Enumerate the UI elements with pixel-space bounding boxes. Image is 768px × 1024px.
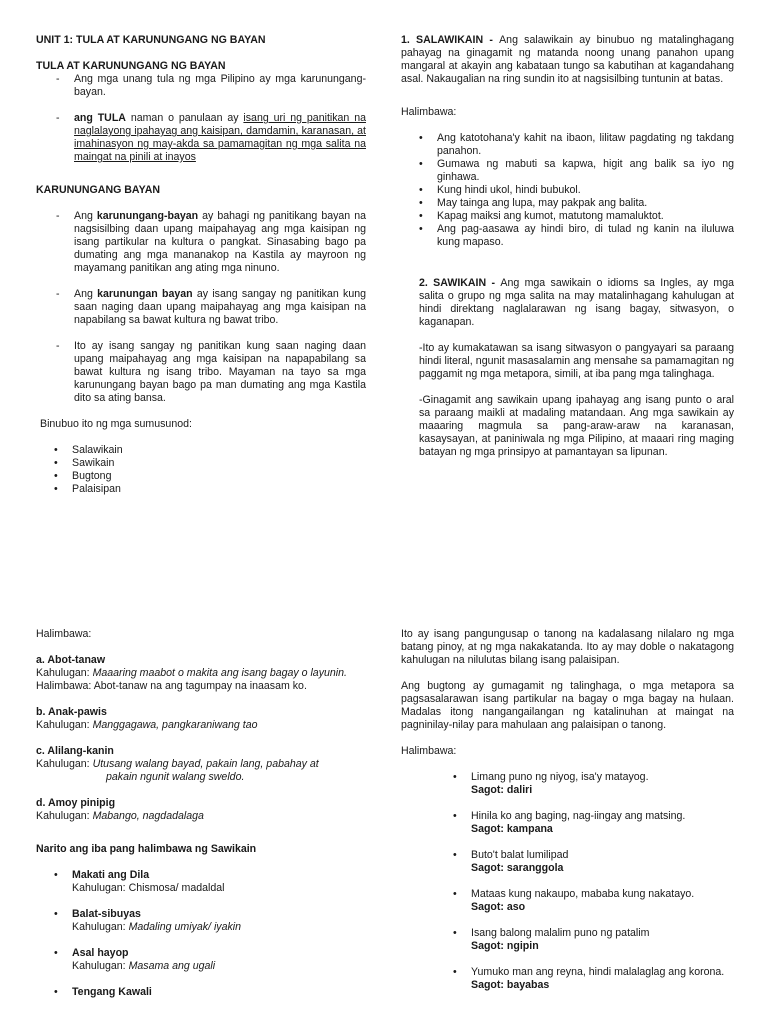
narito-heading: Narito ang iba pang halimbawa ng Sawikain bbox=[36, 843, 257, 855]
bugtong-item bbox=[401, 888, 734, 914]
salawikain-example: • Ang pag-aasawa ay hindi biro, di tulad ng kanin na iluluwa kung mapaso. bbox=[401, 223, 734, 249]
bugtong-para-2: Ang bugtong ay gumagamit ng talinghaga, o mga metapora sa pagsasalarawan isang partikular na bagay o mga bagay na hulaan. Madalas itong nangangailangan ng katalinuhan at maingat na pagninilay-nilay para mahulaan ang palaisipan o tanong. bbox=[401, 680, 734, 731]
kb2-pre: Ang bbox=[74, 288, 98, 300]
kahulugan-label: Kahulugan: bbox=[36, 758, 93, 770]
intro-item bbox=[36, 73, 366, 99]
more-sawikain-list bbox=[36, 869, 366, 999]
salawikain-example: • Gumawa ng mabuti sa kapwa, higit ang balik sa iyo ng ginhawa. bbox=[401, 158, 734, 184]
meaning-text: Mabango, nagdadalaga bbox=[92, 810, 204, 822]
riddle-question: Yumuko man ang reyna, hindi malalaglag ang korona. bbox=[471, 966, 725, 978]
riddle-question: Hinila ko ang baging, nag-iingay ang matsing. bbox=[471, 810, 686, 822]
intro-text: Ang mga unang tula ng mga Pilipino ay mga karunungang-bayan. bbox=[74, 73, 366, 98]
meaning-text: Masama ang ugali bbox=[128, 960, 216, 972]
kb-type-item: • Palaisipan bbox=[36, 483, 366, 496]
kb1-pre: Ang bbox=[74, 210, 97, 222]
more-sawikain-item bbox=[36, 908, 366, 934]
riddle-question: Buto't balat lumilipad bbox=[471, 849, 569, 861]
term: Makati ang Dila bbox=[72, 869, 150, 881]
tula-definition-item bbox=[36, 112, 366, 164]
sawikain-d-meaning bbox=[36, 810, 366, 823]
sawikain-c-meaning bbox=[36, 758, 366, 784]
meaning-text: Chismosa/ madaldal bbox=[128, 882, 225, 894]
bugtong-item bbox=[401, 771, 734, 797]
sawikain-text: Ang mga sawikain o idioms sa Ingles, ay mga salita o grupo ng mga salita na may matalinhagang kahulugan at hindi direktang naglalarawan ng isang bagay, sitwasyon, o kaganapan. bbox=[419, 277, 734, 328]
bugtong-item bbox=[401, 927, 734, 953]
kb-item-1 bbox=[36, 210, 366, 275]
salawikain-example: • Ang katotohana'y kahit na ibaon, lilitaw pagdating ng takdang panahon. bbox=[401, 132, 734, 158]
kb-types-list bbox=[36, 444, 366, 496]
kb2-text: ay isang sangay ng panitikan kung saan naging daan upang maipahayag ang mga kaisipan na napabilang sa bawat kultura ng bawat tribo. bbox=[74, 288, 366, 326]
kahulugan-label: Kahulugan: bbox=[72, 960, 129, 972]
salawikain-text: Ang salawikain ay binubuo ng matalinghagang pahayag na ginagamit ng matanda noong unang panahon upang mangaral at akayin ang kabataan tungo sa kabutihan at kagandahang asal. Nakaugalian na ring sundin ito at nagsisilbing tuntunin at batas. bbox=[401, 34, 734, 85]
sawikain-d-title: d. Amoy pinipig bbox=[36, 797, 116, 809]
bugtong-item bbox=[401, 966, 734, 992]
bugtong-para-1: Ito ay isang pangungusap o tanong na kadalasang nilalaro ng mga batang pinoy, at ng mga nakakatanda. Ito ay may doble o nakatagong kahulugan na nilulutas bilang isang palaisipan. bbox=[401, 628, 734, 666]
sawikain-paragraph bbox=[401, 277, 734, 329]
more-sawikain-item bbox=[36, 869, 366, 895]
bottom-right-column bbox=[401, 628, 734, 992]
bugtong-item bbox=[401, 849, 734, 875]
sawikain-c-title: c. Alilang-kanin bbox=[36, 745, 114, 757]
kahulugan-label: Kahulugan: bbox=[72, 921, 129, 933]
kb-list bbox=[36, 210, 366, 405]
kb-title: KARUNUNGANG BAYAN bbox=[36, 184, 160, 196]
term: Asal hayop bbox=[72, 947, 129, 959]
meaning-text: Madaling umiyak/ iyakin bbox=[128, 921, 242, 933]
kahulugan-label: Kahulugan: bbox=[36, 810, 93, 822]
sawikain-para-2: -Ito ay kumakatawan sa isang sitwasyon o pangyayari sa paraang hindi literal, ngunit masasalamin ang mensahe sa pamamagitan ng paggamit ng mga metapora, simili, at iba pang mga talinghaga. bbox=[419, 342, 734, 380]
salawikain-example: • May tainga ang lupa, may pakpak ang balita. bbox=[401, 197, 734, 210]
term: Tengang Kawali bbox=[72, 986, 152, 998]
kb2-term: karunungan bayan bbox=[97, 288, 193, 300]
kb-type-item: • Bugtong bbox=[36, 470, 366, 483]
sawikain-a-example: Halimbawa: Abot-tanaw na ang tagumpay na inaasam ko. bbox=[36, 680, 307, 692]
riddle-answer: Sagot: bayabas bbox=[471, 979, 550, 991]
kb-type-item: • Sawikain bbox=[36, 457, 366, 470]
sawikain-b-meaning bbox=[36, 719, 366, 732]
kahulugan-label: Kahulugan: bbox=[72, 882, 129, 894]
tula-term: ang TULA bbox=[74, 112, 126, 124]
binubuo-text: Binubuo ito ng mga sumusunod: bbox=[40, 418, 192, 430]
bugtong-item bbox=[401, 810, 734, 836]
bottom-left-column bbox=[36, 628, 366, 999]
halimbawa-label: Halimbawa: bbox=[401, 106, 457, 118]
kb1-term: karunungang-bayan bbox=[96, 210, 199, 222]
sawikain-title: 2. SAWIKAIN - bbox=[419, 277, 501, 289]
riddle-answer: Sagot: daliri bbox=[471, 784, 533, 796]
meaning-text: Utusang walang bayad, pakain lang, pabahay at bbox=[92, 758, 319, 770]
top-right-column bbox=[401, 34, 734, 459]
sawikain-b-title: b. Anak-pawis bbox=[36, 706, 107, 718]
salawikain-title: 1. SALAWIKAIN - bbox=[401, 34, 500, 46]
tula-pre: naman o panulaan ay bbox=[125, 112, 244, 124]
kb-type-item: • Salawikain bbox=[36, 444, 366, 457]
section-title: TULA AT KARUNUNGANG NG BAYAN bbox=[36, 60, 226, 72]
term: Balat-sibuyas bbox=[72, 908, 141, 920]
meaning-text-cont: pakain ngunit walang sweldo. bbox=[106, 771, 245, 783]
unit-title: UNIT 1: TULA AT KARUNUNGANG NG BAYAN bbox=[36, 34, 266, 46]
riddle-answer: Sagot: saranggola bbox=[471, 862, 564, 874]
meaning-text: Maaaring maabot o makita ang isang bagay o layunin. bbox=[92, 667, 347, 679]
bugtong-list bbox=[401, 771, 734, 992]
salawikain-paragraph bbox=[401, 34, 734, 86]
tula-list bbox=[36, 73, 366, 164]
salawikain-example: • Kung hindi ukol, hindi bubukol. bbox=[401, 184, 734, 197]
top-left-column bbox=[36, 34, 366, 496]
sawikain-a-meaning bbox=[36, 667, 366, 680]
riddle-answer: Sagot: ngipin bbox=[471, 940, 539, 952]
riddle-question: Isang balong malalim puno ng patalim bbox=[471, 927, 650, 939]
kb1-text: ay bahagi ng panitikang bayan na nagsisilbing daan upang maipahayag ang mga kaisipan ng isang partikular na kultura o pangkat. Sinasabing bago pa dumating ang mga mananakop na Kastila ay mayroon ng mayamang panitikan ang ating mga ninuno. bbox=[74, 210, 366, 274]
halimbawa-label: Halimbawa: bbox=[401, 745, 457, 757]
salawikain-example: • Kapag maiksi ang kumot, matutong mamaluktot. bbox=[401, 210, 734, 223]
halimbawa-label: Halimbawa: bbox=[36, 628, 92, 640]
riddle-question: Mataas kung nakaupo, mababa kung nakatayo. bbox=[471, 888, 695, 900]
riddle-answer: Sagot: aso bbox=[471, 901, 526, 913]
kb3-text: Ito ay isang sangay ng panitikan kung saan naging daan upang maipahayag ang mga kaisipan na napapabilang sa bawat kultura ng isang tribo. Mayaman na tayo sa mga karunungang bayan bago pa man dumating ang mga Kastila dito sa ating bansa. bbox=[74, 340, 366, 404]
tula-definition: isang uri ng panitikan na naglalayong ipahayag ang kaisipan, damdamin, karanasan, at imahinasyon ng may-akda sa pamamagitan ng mga salita na maingat na pinili at inayos bbox=[74, 112, 366, 163]
kb-item-3 bbox=[36, 340, 366, 405]
meaning-text: Manggagawa, pangkaraniwang tao bbox=[92, 719, 258, 731]
kahulugan-label: Kahulugan: bbox=[36, 719, 93, 731]
sawikain-para-3: -Ginagamit ang sawikain upang ipahayag ang isang punto o aral sa paraang maikli at madaling matandaan. Ang mga sawikain ay maaaring magmula sa pang-araw-araw na karanasan, kasaysayan, at paniniwala ng mga Pilipino, at maaari ring maging batayan ng mga prinsipyo at pamantayan sa lipunan. bbox=[419, 394, 734, 458]
riddle-question: Limang puno ng niyog, isa'y matayog. bbox=[471, 771, 649, 783]
riddle-answer: Sagot: kampana bbox=[471, 823, 553, 835]
salawikain-examples bbox=[401, 132, 734, 249]
kb-item-2 bbox=[36, 288, 366, 327]
more-sawikain-item bbox=[36, 986, 366, 999]
kahulugan-label: Kahulugan: bbox=[36, 667, 93, 679]
sawikain-a-title: a. Abot-tanaw bbox=[36, 654, 106, 666]
more-sawikain-item bbox=[36, 947, 366, 973]
